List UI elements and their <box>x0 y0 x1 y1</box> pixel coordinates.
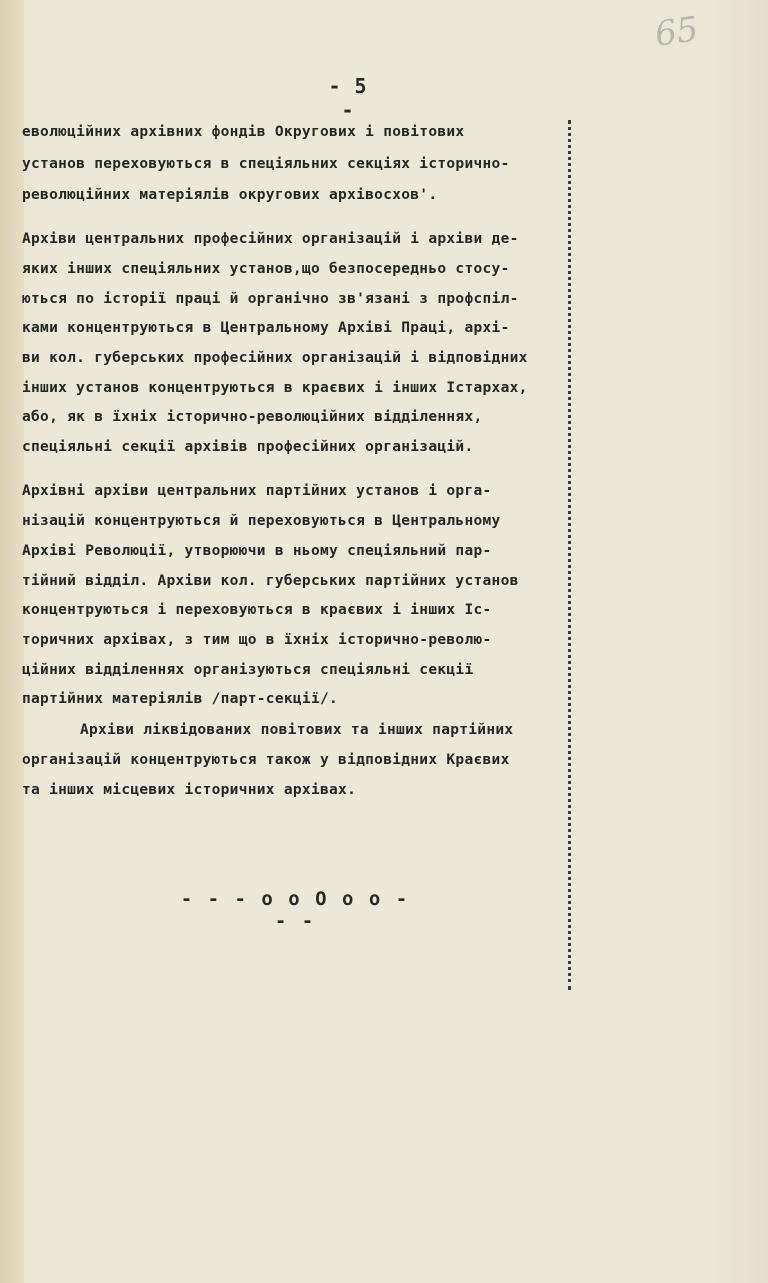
text-line: спеціяльні секції архівів професійних організацій. <box>22 439 474 455</box>
page-number: - 5 - <box>328 74 368 122</box>
text-line: яких інших спеціяльних установ,що безпосередньо стосу- <box>22 261 510 277</box>
text-line: або, як в їхніх історично-революційних відділеннях, <box>22 409 483 425</box>
text-line: ційних відділеннях організуються спеціяльні секції <box>22 662 474 678</box>
text-line: концентруються і переховуються в краєвих і інших Іс- <box>22 602 492 618</box>
text-line: нізацій концентруються й переховуються в Центральному <box>22 513 501 529</box>
dotted-margin-line <box>568 120 571 990</box>
text-line: Архівні архіви центральних партійних установ і орга- <box>22 483 492 499</box>
text-line: революційних матеріялів округових архівосхов'. <box>22 187 438 203</box>
text-line: ками концентруються в Центральному Архіві Праці, архі- <box>22 320 510 336</box>
text-line: партійних матеріялів /парт-секції/. <box>22 691 339 707</box>
text-line: еволюційних архівних фондів Округових і повітових <box>22 124 465 140</box>
text-line: Архіви центральних професійних організацій і архіви де- <box>22 231 519 247</box>
binding-edge <box>0 0 24 1283</box>
text-line: ються по історії праці й органічно зв'язані з профспіл- <box>22 291 519 307</box>
text-line: торичних архівах, з тим що в їхніх історично-револю- <box>22 632 492 648</box>
text-line: Архіві Революції, утворюючи в ньому спеціяльний пар- <box>22 543 492 559</box>
closing-ornament: - - - o o O o o - - - <box>180 888 410 932</box>
text-line: Архіви ліквідованих повітових та інших партійних <box>80 722 514 738</box>
text-line: ви кол. губерських професійних організацій і відповідних <box>22 350 528 366</box>
text-line: інших установ концентруються в краєвих і інших Істархах, <box>22 380 528 396</box>
text-line: установ переховуються в спеціяльних секціях історично- <box>22 156 510 172</box>
text-line: організацій концентруються також у відповідних Краєвих <box>22 752 510 768</box>
text-line: та інших місцевих історичних архівах. <box>22 782 357 798</box>
text-line: тійний відділ. Архіви кол. губерських партійних установ <box>22 573 519 589</box>
handwritten-page-number: 65 <box>652 9 701 55</box>
